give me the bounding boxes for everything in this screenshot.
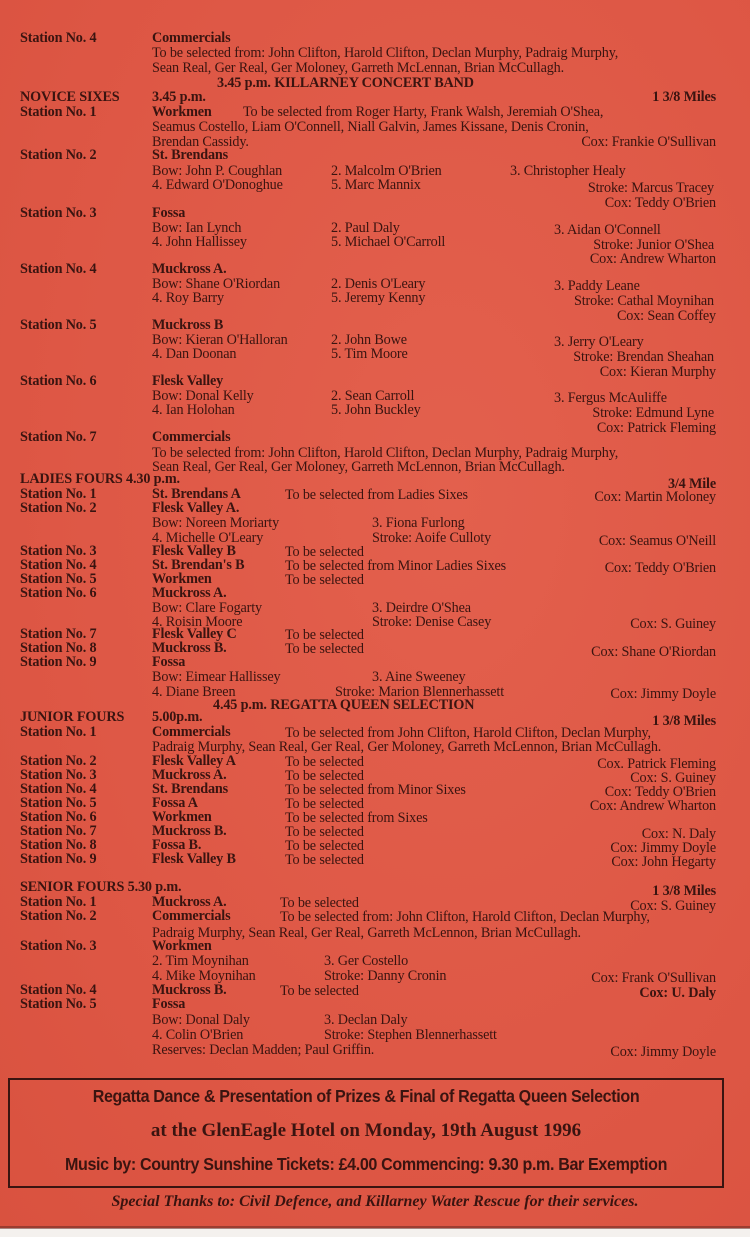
crew-name: 3.45 p.m. — [152, 89, 206, 105]
crew-name: Workmen — [152, 938, 212, 954]
crew-name: Commercials — [152, 429, 231, 445]
crew-name: St. Brendans — [152, 147, 228, 163]
right-note: Cox: Shane O'Riordan — [591, 644, 716, 660]
right-note: Cox: Frank O'Sullivan — [591, 970, 716, 986]
right-note: Stroke: Edmund Lyne — [592, 405, 714, 421]
text-line: Brendan Cassidy. — [152, 134, 249, 150]
text-line: Stroke: Aoife Culloty — [372, 530, 492, 546]
text-line: To be selected from: John Clifton, Harold Clifton, Declan Murphy, — [280, 909, 650, 925]
crew-name: Muckross A. — [152, 894, 227, 910]
text-line: 3. Fiona Furlong — [372, 515, 465, 531]
text-line: 3. Deirdre O'Shea — [372, 600, 471, 616]
text-line: Bow: Clare Fogarty — [152, 600, 262, 616]
crew-name: Muckross B — [152, 317, 224, 333]
text-line: 2. Tim Moynihan — [152, 953, 249, 969]
crew-name: Fossa — [152, 205, 186, 221]
right-note: Cox: Patrick Fleming — [596, 420, 716, 436]
right-note: 1 3/8 Miles — [652, 89, 716, 105]
station-label: Station No. 4 — [20, 557, 97, 573]
text-line: 5. Jeremy Kenny — [331, 290, 426, 306]
text-line: To be selected from Sixes — [285, 810, 428, 826]
crew-name: Fossa — [152, 996, 186, 1012]
text-line: To be selected from: John Clifton, Harold Clifton, Declan Murphy, Padraig Murphy, — [152, 445, 619, 461]
text-line: Padraig Murphy, Sean Real, Ger Real, Ger Moloney, Garreth McLennon, Brian McCullagh. — [152, 739, 662, 755]
crew-name: Workmen — [152, 809, 212, 825]
page-edge-shadow — [0, 1226, 750, 1229]
text-line: 5. John Buckley — [331, 402, 421, 418]
crew-name: Fossa — [152, 654, 186, 670]
right-note: Cox: Kieran Murphy — [599, 364, 716, 380]
crew-name: St. Brendans — [152, 781, 228, 797]
station-label: Station No. 8 — [20, 640, 97, 656]
text-line: 2. Paul Daly — [331, 220, 400, 236]
crew-name: Flesk Valley B — [152, 851, 236, 867]
text-line: Sean Real, Ger Real, Ger Moloney, Garreth McLennan, Brian McCullagh. — [152, 60, 565, 76]
text-line: 3. Jerry O'Leary — [554, 334, 644, 350]
station-label: Station No. 3 — [20, 767, 97, 783]
right-note: Cox: Sean Coffey — [616, 308, 716, 324]
crew-name: Fossa A — [152, 795, 198, 811]
text-line: Sean Real, Ger Real, Ger Moloney, Garreth McLennon, Brian McCullagh. — [152, 459, 565, 475]
notice-details: Music by: Country Sunshine Tickets: £4.00 Commencing: 9.30 p.m. Bar Exemption — [64, 1154, 668, 1174]
text-line: Bow: Shane O'Riordan — [152, 276, 281, 292]
crew-name: 5.00p.m. — [152, 709, 203, 725]
text-line: To be selected — [285, 544, 364, 560]
station-label: Station No. 3 — [20, 543, 97, 559]
station-label: SENIOR FOURS 5.30 p.m. — [20, 879, 182, 895]
text-line: Bow: Noreen Moriarty — [152, 515, 280, 531]
text-line: 3. Fergus McAuliffe — [554, 390, 667, 406]
text-line: Stroke: Denise Casey — [372, 614, 492, 630]
station-label: Station No. 8 — [20, 837, 97, 853]
station-label: Station No. 9 — [20, 654, 97, 670]
right-note: Cox. Patrick Fleming — [597, 756, 716, 772]
crew-name: Flesk Valley B — [152, 543, 236, 559]
station-label: Station No. 6 — [20, 585, 97, 601]
station-label: Station No. 1 — [20, 104, 97, 120]
text-line: 5. Michael O'Carroll — [331, 234, 446, 250]
text-line: 3. Paddy Leane — [554, 278, 640, 294]
text-line: Padraig Murphy, Sean Real, Ger Real, Garreth McLennon, Brian McCullagh. — [152, 925, 581, 941]
right-note: Cox: Teddy O'Brien — [604, 560, 716, 576]
text-line: 2. Denis O'Leary — [331, 276, 426, 292]
right-note: Cox: Andrew Wharton — [589, 251, 716, 267]
right-note: Cox: S. Guiney — [630, 616, 716, 632]
text-line: To be selected — [285, 796, 364, 812]
text-line: To be selected from Roger Harty, Frank Walsh, Jeremiah O'Shea, — [243, 104, 604, 120]
text-line: 3. Ger Costello — [324, 953, 409, 969]
text-line: To be selected — [285, 838, 364, 854]
right-note: Cox: Jimmy Doyle — [610, 1044, 716, 1060]
station-label: Station No. 4 — [20, 781, 97, 797]
text-line: Stroke: Stephen Blennerhassett — [324, 1027, 497, 1043]
text-line: To be selected from: John Clifton, Harold Clifton, Declan Murphy, Padraig Murphy, — [152, 45, 619, 61]
text-line: Seamus Costello, Liam O'Connell, Niall Galvin, James Kissane, Denis Cronin, — [152, 119, 589, 135]
right-note: Cox: Martin Moloney — [594, 489, 716, 505]
station-label: Station No. 5 — [20, 795, 97, 811]
text-line: 4. Ian Holohan — [152, 402, 235, 418]
text-line: 4. Edward O'Donoghue — [152, 177, 283, 193]
special-thanks: Special Thanks to: Civil Defence, and Killarney Water Rescue for their services. — [111, 1193, 639, 1210]
station-label: Station No. 1 — [20, 894, 97, 910]
crew-name: Flesk Valley C — [152, 626, 237, 642]
text-line: Bow: Ian Lynch — [152, 220, 242, 236]
station-label: Station No. 2 — [20, 908, 97, 924]
right-note: Cox: Teddy O'Brien — [604, 784, 716, 800]
text-line: To be selected from Ladies Sixes — [285, 487, 468, 503]
station-label: LADIES FOURS 4.30 p.m. — [20, 471, 180, 487]
station-label: JUNIOR FOURS — [20, 709, 125, 725]
right-note: Cox: S. Guiney — [630, 898, 716, 914]
crew-name: Commercials — [152, 724, 231, 740]
station-label: Station No. 7 — [20, 823, 97, 839]
text-line: Bow: Donal Kelly — [152, 388, 254, 404]
right-note: 3/4 Mile — [667, 476, 716, 492]
text-line: To be selected — [280, 983, 359, 999]
dance-notice-box — [8, 1078, 724, 1188]
right-note: Cox: Seamus O'Neill — [598, 533, 716, 549]
text-line: 4.45 p.m. REGATTA QUEEN SELECTION — [213, 697, 475, 713]
text-line: To be selected — [285, 641, 364, 657]
text-line: 4. Roisin Moore — [152, 614, 243, 630]
text-line: Stroke: Danny Cronin — [324, 968, 447, 984]
text-line: To be selected from Minor Ladies Sixes — [285, 558, 507, 574]
crew-name: Workmen — [152, 104, 212, 120]
crew-name: Muckross A. — [152, 585, 227, 601]
crew-name: St. Brendan's B — [152, 557, 245, 573]
right-note: Stroke: Marcus Tracey — [587, 180, 714, 196]
text-line: Bow: Kieran O'Halloran — [152, 332, 288, 348]
text-line: To be selected — [285, 824, 364, 840]
text-line: 5. Marc Mannix — [331, 177, 421, 193]
station-label: Station No. 1 — [20, 486, 97, 502]
text-line: 4. Michelle O'Leary — [152, 530, 264, 546]
crew-name: Muckross A. — [152, 767, 227, 783]
text-line: Stroke: Marion Blennerhassett — [335, 684, 505, 700]
text-line: 4. Dan Doonan — [152, 346, 237, 362]
crew-name: Commercials — [152, 908, 231, 924]
right-note: Cox: S. Guiney — [630, 770, 716, 786]
right-note: Cox: Andrew Wharton — [589, 798, 716, 814]
crew-name: Commercials — [152, 30, 231, 46]
text-line: 3. Declan Daly — [324, 1012, 408, 1028]
station-label: Station No. 7 — [20, 626, 97, 642]
station-label: Station No. 4 — [20, 261, 97, 277]
station-label: Station No. 6 — [20, 809, 97, 825]
right-note: Stroke: Cathal Moynihan — [574, 293, 714, 309]
station-label: Station No. 3 — [20, 938, 97, 954]
right-note: Cox: Frankie O'Sullivan — [581, 134, 716, 150]
right-note: Cox: Jimmy Doyle — [610, 840, 716, 856]
crew-name: St. Brendans A — [152, 486, 241, 502]
text-line: Bow: John P. Coughlan — [152, 163, 283, 179]
text-line: 5. Tim Moore — [331, 346, 408, 362]
crew-name: Flesk Valley A — [152, 753, 236, 769]
text-line: To be selected from Minor Sixes — [285, 782, 466, 798]
station-label: Station No. 2 — [20, 753, 97, 769]
text-line: 3. Aidan O'Connell — [554, 222, 661, 238]
crew-name: Fossa B. — [152, 837, 202, 853]
text-line: Reserves: Declan Madden; Paul Griffin. — [152, 1042, 375, 1058]
station-label: Station No. 6 — [20, 373, 97, 389]
text-line: 2. Malcolm O'Brien — [331, 163, 442, 179]
text-line: 2. Sean Carroll — [331, 388, 415, 404]
station-label: Station No. 7 — [20, 429, 97, 445]
station-label: Station No. 2 — [20, 500, 97, 516]
right-note: 1 3/8 Miles — [652, 713, 716, 729]
text-line: To be selected — [285, 754, 364, 770]
station-label: Station No. 5 — [20, 317, 97, 333]
right-note: Cox: Jimmy Doyle — [610, 686, 716, 702]
crew-name: Muckross B. — [152, 823, 227, 839]
text-line: 3.45 p.m. KILLARNEY CONCERT BAND — [217, 75, 474, 91]
right-note: Cox: John Hegarty — [611, 854, 716, 870]
text-line: To be selected — [280, 895, 359, 911]
text-line: To be selected — [285, 768, 364, 784]
crew-name: Muckross B. — [152, 982, 227, 998]
station-label: Station No. 3 — [20, 205, 97, 221]
crew-name: Flesk Valley — [152, 373, 224, 389]
notice-headline: Regatta Dance & Presentation of Prizes & Final of Regatta Queen Selection — [92, 1086, 640, 1106]
right-note: Stroke: Junior O'Shea — [593, 237, 714, 253]
station-label: Station No. 4 — [20, 982, 97, 998]
text-line: To be selected — [285, 572, 364, 588]
text-line: 4. Colin O'Brien — [152, 1027, 244, 1043]
right-note: Stroke: Brendan Sheahan — [573, 349, 714, 365]
station-label: Station No. 5 — [20, 996, 97, 1012]
right-note: Cox: U. Daly — [639, 985, 716, 1001]
text-line: 4. Roy Barry — [152, 290, 224, 306]
text-line: To be selected from John Clifton, Harold Clifton, Declan Murphy, — [285, 725, 651, 741]
station-label: Station No. 4 — [20, 30, 97, 46]
text-line: 3. Aine Sweeney — [372, 669, 466, 685]
text-line: 3. Christopher Healy — [510, 163, 626, 179]
station-label: Station No. 1 — [20, 724, 97, 740]
text-line: To be selected — [285, 852, 364, 868]
text-line: 4. Mike Moynihan — [152, 968, 256, 984]
station-label: Station No. 9 — [20, 851, 97, 867]
crew-name: Muckross A. — [152, 261, 227, 277]
text-line: Bow: Donal Daly — [152, 1012, 250, 1028]
right-note: 1 3/8 Miles — [652, 883, 716, 899]
crew-name: Workmen — [152, 571, 212, 587]
crew-name: Flesk Valley A. — [152, 500, 240, 516]
station-label: Station No. 5 — [20, 571, 97, 587]
text-line: 4. Diane Breen — [152, 684, 236, 700]
station-label: NOVICE SIXES — [20, 89, 120, 105]
text-line: To be selected — [285, 627, 364, 643]
right-note: Cox: N. Daly — [641, 826, 716, 842]
crew-name: Muckross B. — [152, 640, 227, 656]
text-line: 2. John Bowe — [331, 332, 407, 348]
station-label: Station No. 2 — [20, 147, 97, 163]
right-note: Cox: Teddy O'Brien — [604, 195, 716, 211]
notice-venue-date: at the GlenEagle Hotel on Monday, 19th August 1996 — [150, 1120, 582, 1141]
text-line: 4. John Hallissey — [152, 234, 247, 250]
text-line: Bow: Eimear Hallissey — [152, 669, 281, 685]
